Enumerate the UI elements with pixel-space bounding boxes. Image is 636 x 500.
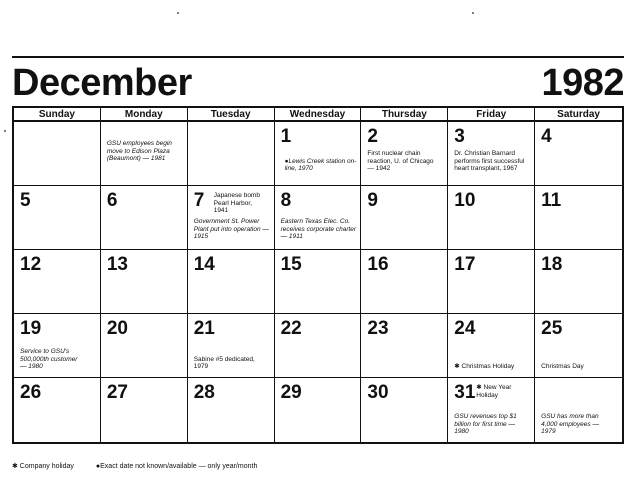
- day-number: 4: [541, 126, 552, 147]
- day-number: 23: [367, 318, 389, 339]
- weekday-header: Saturday: [535, 108, 622, 122]
- day-cell: [535, 122, 622, 186]
- day-number: 1: [280, 126, 292, 147]
- weekday-header: Tuesday: [188, 108, 275, 122]
- day-cell: [188, 250, 275, 314]
- day-number: 6: [106, 190, 118, 211]
- day-cell: [14, 378, 101, 442]
- legend-exact-date: ●Exact date not known/available — only year/month: [95, 462, 258, 470]
- day-cell: [448, 122, 535, 186]
- day-cell: [361, 186, 448, 250]
- day-cell: [101, 378, 188, 442]
- day-number: 14: [193, 254, 215, 275]
- event-note: Sabine #5 dedicated, 1979: [193, 355, 255, 371]
- day-cell-empty: [188, 122, 275, 186]
- day-cell: [535, 314, 622, 378]
- legend-company-holiday: ✱ Company holiday: [12, 463, 74, 470]
- day-number: 15: [280, 254, 302, 275]
- day-cell: [101, 314, 188, 378]
- year-title: 1982: [541, 62, 624, 104]
- event-note: Eastern Texas Elec. Co. receives corporate charter — 1911: [280, 218, 357, 241]
- day-cell: [361, 122, 448, 186]
- day-number: 11: [541, 190, 562, 211]
- event-note: GSU employees begin move to Edison Plaza (Beaumont) — 1981: [106, 140, 172, 163]
- day-number: 18: [541, 254, 563, 275]
- day-number: 5: [20, 190, 31, 211]
- day-number: 28: [193, 382, 215, 403]
- day-cell: [361, 378, 448, 442]
- day-number: 3: [454, 126, 465, 147]
- event-note: ●Lewis Creek station on-line, 1970: [284, 157, 357, 173]
- scan-speck: [177, 12, 179, 14]
- day-number: 16: [367, 254, 389, 275]
- event-note: Japanese bomb Pearl Harbor, 1941: [213, 192, 260, 215]
- day-number: 19: [20, 318, 42, 339]
- day-cell: [361, 250, 448, 314]
- day-cell: [101, 250, 188, 314]
- event-note: GSU has more than 4,000 employees — 1979: [541, 413, 599, 436]
- day-number: 12: [20, 254, 42, 275]
- weekday-header: Sunday: [14, 108, 101, 122]
- event-note: ✱ Christmas Holiday: [454, 363, 515, 371]
- top-rule: [12, 56, 624, 58]
- day-number: 17: [454, 254, 476, 275]
- day-cell: [448, 378, 535, 442]
- day-cell: [448, 186, 535, 250]
- event-note: Government St. Power Plant put into operation — 1915: [193, 218, 269, 241]
- day-cell: [14, 186, 101, 250]
- day-cell: [275, 314, 362, 378]
- day-number: 8: [280, 190, 292, 211]
- day-number: 2: [367, 126, 378, 147]
- day-number: 10: [454, 190, 476, 211]
- day-number: 7: [193, 190, 205, 211]
- day-number: 24: [454, 318, 476, 339]
- day-cell: [275, 122, 362, 186]
- day-number: 26: [20, 382, 42, 403]
- day-cell-empty: [14, 122, 101, 186]
- day-number: 25: [541, 318, 563, 339]
- day-cell: [275, 186, 362, 250]
- scan-speck: [472, 12, 474, 14]
- day-cell-empty: [535, 378, 622, 442]
- day-cell: [275, 250, 362, 314]
- day-number: 27: [106, 382, 128, 403]
- weekday-header: Wednesday: [275, 108, 362, 122]
- event-note: GSU revenues top $1 billion for first time — 1980: [454, 413, 517, 436]
- day-cell: [14, 250, 101, 314]
- day-cell: [361, 314, 448, 378]
- weekday-header: Thursday: [361, 108, 448, 122]
- day-cell: [188, 314, 275, 378]
- day-cell-empty: [101, 122, 188, 186]
- event-note: ✱ New Year Holiday: [476, 384, 512, 399]
- day-number: 29: [280, 382, 302, 403]
- day-cell: [14, 314, 101, 378]
- day-cell: [535, 186, 622, 250]
- scan-speck: [4, 130, 6, 132]
- legend: [12, 462, 257, 470]
- day-cell: [535, 250, 622, 314]
- day-number: 30: [367, 382, 389, 403]
- day-number: 22: [280, 318, 302, 339]
- event-note: Dr. Christian Barnard performs first successful heart transplant, 1967: [454, 150, 525, 173]
- day-number: 21: [193, 318, 215, 339]
- event-note: Service to GSU's 500,000th customer — 1980: [20, 348, 78, 371]
- day-number: 31: [454, 382, 476, 403]
- day-cell: [448, 250, 535, 314]
- month-title: December: [12, 62, 192, 104]
- event-note: First nuclear chain reaction, U. of Chicago — 1942: [367, 150, 434, 173]
- day-cell: [188, 186, 275, 250]
- weekday-header: Monday: [101, 108, 188, 122]
- event-note: Christmas Day: [541, 363, 584, 371]
- day-cell: [448, 314, 535, 378]
- day-cell: [275, 378, 362, 442]
- day-cell: [188, 378, 275, 442]
- day-number: 20: [106, 318, 128, 339]
- day-number: 9: [367, 190, 378, 211]
- calendar-grid: [12, 106, 624, 444]
- weekday-header: Friday: [448, 108, 535, 122]
- day-number: 13: [106, 254, 128, 275]
- day-cell: [101, 186, 188, 250]
